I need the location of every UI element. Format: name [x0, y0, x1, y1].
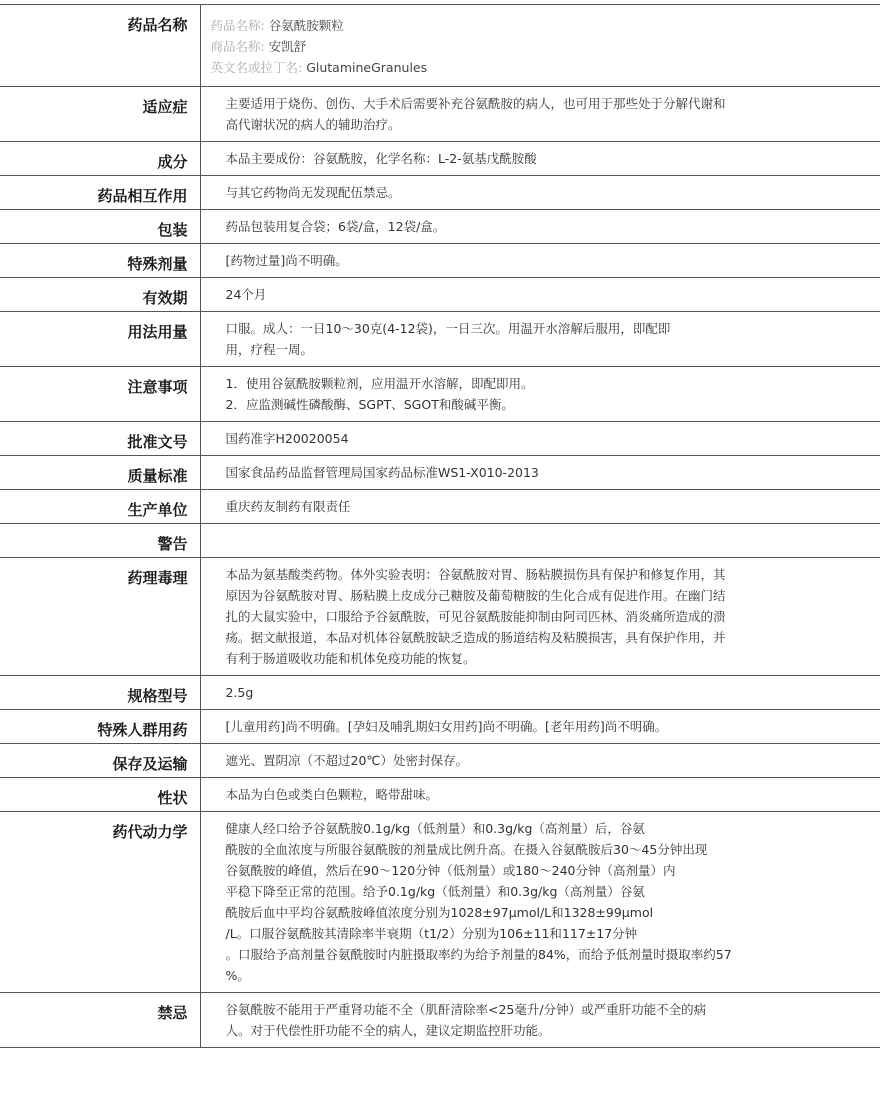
- table-body: [0, 5, 880, 1048]
- table-row: [0, 87, 880, 142]
- row-label: 药品名称: [0, 5, 200, 87]
- table-row: [0, 558, 880, 676]
- table-row: [0, 210, 880, 244]
- row-label: 警告: [0, 524, 200, 558]
- row-value: [200, 812, 880, 993]
- value-line: /L。口服谷氨酰胺其清除率半衰期（t1/2）分别为106±11和117±17分钟: [225, 926, 638, 941]
- table-row: [0, 278, 880, 312]
- row-value: [200, 142, 880, 176]
- table-row: [0, 524, 880, 558]
- value-line: 人。对于代偿性肝功能不全的病人，建议定期监控肝功能。: [225, 1023, 551, 1038]
- line-value: GlutamineGranules: [306, 60, 428, 75]
- row-label: 性状: [0, 778, 200, 812]
- table-row: [0, 422, 880, 456]
- table-row-drug-name: [0, 5, 880, 87]
- row-value: [200, 558, 880, 676]
- row-label: 有效期: [0, 278, 200, 312]
- row-label: 生产单位: [0, 490, 200, 524]
- row-label: 保存及运输: [0, 744, 200, 778]
- value-line: [药物过量]尚不明确。: [225, 253, 348, 268]
- table-row: [0, 778, 880, 812]
- value-line: 疡。据文献报道，本品对机体谷氨酰胺缺乏造成的肠道结构及粘膜损害，具有保护作用，并: [225, 630, 726, 645]
- value-line: 扎的大鼠实验中，口服给予谷氨酰胺，可见谷氨酰胺能抑制由阿司匹林、消炎痛所造成的溃: [225, 609, 726, 624]
- value-line: 24个月: [225, 287, 267, 302]
- value-line: 主要适用于烧伤、创伤、大手术后需要补充谷氨酰胺的病人，也可用于那些处于分解代谢和: [225, 96, 726, 111]
- table-row: [0, 142, 880, 176]
- row-label: 批准文号: [0, 422, 200, 456]
- row-value: [200, 312, 880, 367]
- line-key: 英文名或拉丁名:: [210, 60, 303, 75]
- row-label: 药理毒理: [0, 558, 200, 676]
- value-line: 酰胺后血中平均谷氨酰胺峰值浓度分别为1028±97μmol/L和1328±99μmol: [225, 905, 654, 920]
- row-value: [200, 367, 880, 422]
- value-line: 本品为氨基酸类药物。体外实验表明：谷氨酰胺对胃、肠粘膜损伤具有保护和修复作用，其: [225, 567, 726, 582]
- value-line: 高代谢状况的病人的辅助治疗。: [225, 117, 401, 132]
- row-value: [200, 710, 880, 744]
- value-line: 。口服给予高剂量谷氨酰胺时内脏摄取率约为给予剂量的84%，而给予低剂量时摄取率约57: [225, 947, 732, 962]
- value-line: 本品主要成份：谷氨酰胺，化学名称：L-2-氨基戊酰胺酸: [225, 151, 537, 166]
- value-line: 谷氨酰胺不能用于严重肾功能不全（肌酐清除率<25毫升/分钟）或严重肝功能不全的病: [225, 1002, 707, 1017]
- row-value: [200, 778, 880, 812]
- row-value: [200, 456, 880, 490]
- table-row: [0, 710, 880, 744]
- value-line: 有利于肠道吸收功能和机体免疫功能的恢复。: [225, 651, 476, 666]
- row-value: [200, 5, 880, 87]
- line-key: 商品名称:: [210, 39, 265, 54]
- value-line: 国家食品药品监督管理局国家药品标准WS1-X010-2013: [225, 465, 539, 480]
- value-line: [儿童用药]尚不明确。[孕妇及哺乳期妇女用药]尚不明确。[老年用药]尚不明确。: [225, 719, 668, 734]
- row-label: 药品相互作用: [0, 176, 200, 210]
- row-label: 成分: [0, 142, 200, 176]
- row-value: [200, 278, 880, 312]
- row-value: [200, 244, 880, 278]
- value-line: 2．应监测碱性磷酸酶、SGPT、SGOT和酸碱平衡。: [225, 397, 514, 412]
- table-row: [0, 676, 880, 710]
- row-label: 禁忌: [0, 993, 200, 1048]
- row-label: 特殊人群用药: [0, 710, 200, 744]
- row-label: 适应症: [0, 87, 200, 142]
- row-value: [200, 176, 880, 210]
- value-line: 1．使用谷氨酰胺颗粒剂，应用温开水溶解，即配即用。: [225, 376, 534, 391]
- row-value: [200, 210, 880, 244]
- table-row: [0, 367, 880, 422]
- value-line: 国药准字H20020054: [225, 431, 349, 446]
- row-value: [200, 422, 880, 456]
- value-line: 酰胺的全血浓度与所服谷氨酰胺的剂量成比例升高。在摄入谷氨酰胺后30～45分钟出现: [225, 842, 708, 857]
- row-value: [200, 676, 880, 710]
- value-line: 遮光、置阴凉（不超过20℃）处密封保存。: [225, 753, 468, 768]
- line-value: 谷氨酰胺颗粒: [268, 18, 344, 33]
- row-value: [200, 87, 880, 142]
- row-label: 质量标准: [0, 456, 200, 490]
- value-line: 健康人经口给予谷氨酰胺0.1g/kg（低剂量）和0.3g/kg（高剂量）后，谷氨: [225, 821, 645, 836]
- value-line: %。: [225, 968, 250, 983]
- table-row: [0, 812, 880, 993]
- table-row: [0, 993, 880, 1048]
- row-label: 药代动力学: [0, 812, 200, 993]
- line-key: 药品名称:: [210, 18, 265, 33]
- value-line: 本品为白色或类白色颗粒，略带甜味。: [225, 787, 439, 802]
- row-label: 特殊剂量: [0, 244, 200, 278]
- row-value: [200, 993, 880, 1048]
- row-value: [200, 524, 880, 558]
- value-line: 口服。成人：一日10～30克(4-12袋)，一日三次。用温开水溶解后服用，即配即: [225, 321, 671, 336]
- table-row: [0, 244, 880, 278]
- line-value: 安凯舒: [268, 39, 307, 54]
- row-label: 规格型号: [0, 676, 200, 710]
- value-line: 平稳下降至正常的范围。给予0.1g/kg（低剂量）和0.3g/kg（高剂量）谷氨: [225, 884, 645, 899]
- row-label: 用法用量: [0, 312, 200, 367]
- value-line: 与其它药物尚无发现配伍禁忌。: [225, 185, 401, 200]
- value-line: 2.5g: [225, 685, 254, 700]
- row-value: [200, 744, 880, 778]
- table-row: [0, 176, 880, 210]
- table-row: [0, 490, 880, 524]
- trade-name-line: [211, 36, 851, 57]
- generic-name-line: [211, 15, 851, 36]
- row-value: [200, 490, 880, 524]
- row-label: 包装: [0, 210, 200, 244]
- drug-info-table: [0, 4, 880, 1048]
- english-name-line: [211, 57, 851, 78]
- value-line: 用，疗程一周。: [225, 342, 314, 357]
- value-line: 药品包装用复合袋；6袋/盒，12袋/盒。: [225, 219, 446, 234]
- table-row: [0, 456, 880, 490]
- value-line: 原因为谷氨酰胺对胃、肠粘膜上皮成分己糖胺及葡萄糖胺的生化合成有促进作用。在幽门结: [225, 588, 726, 603]
- table-row: [0, 744, 880, 778]
- value-line: 谷氨酰胺的峰值，然后在90～120分钟（低剂量）或180～240分钟（高剂量）内: [225, 863, 676, 878]
- table-row: [0, 312, 880, 367]
- value-line: 重庆药友制药有限责任: [225, 499, 351, 514]
- row-label: 注意事项: [0, 367, 200, 422]
